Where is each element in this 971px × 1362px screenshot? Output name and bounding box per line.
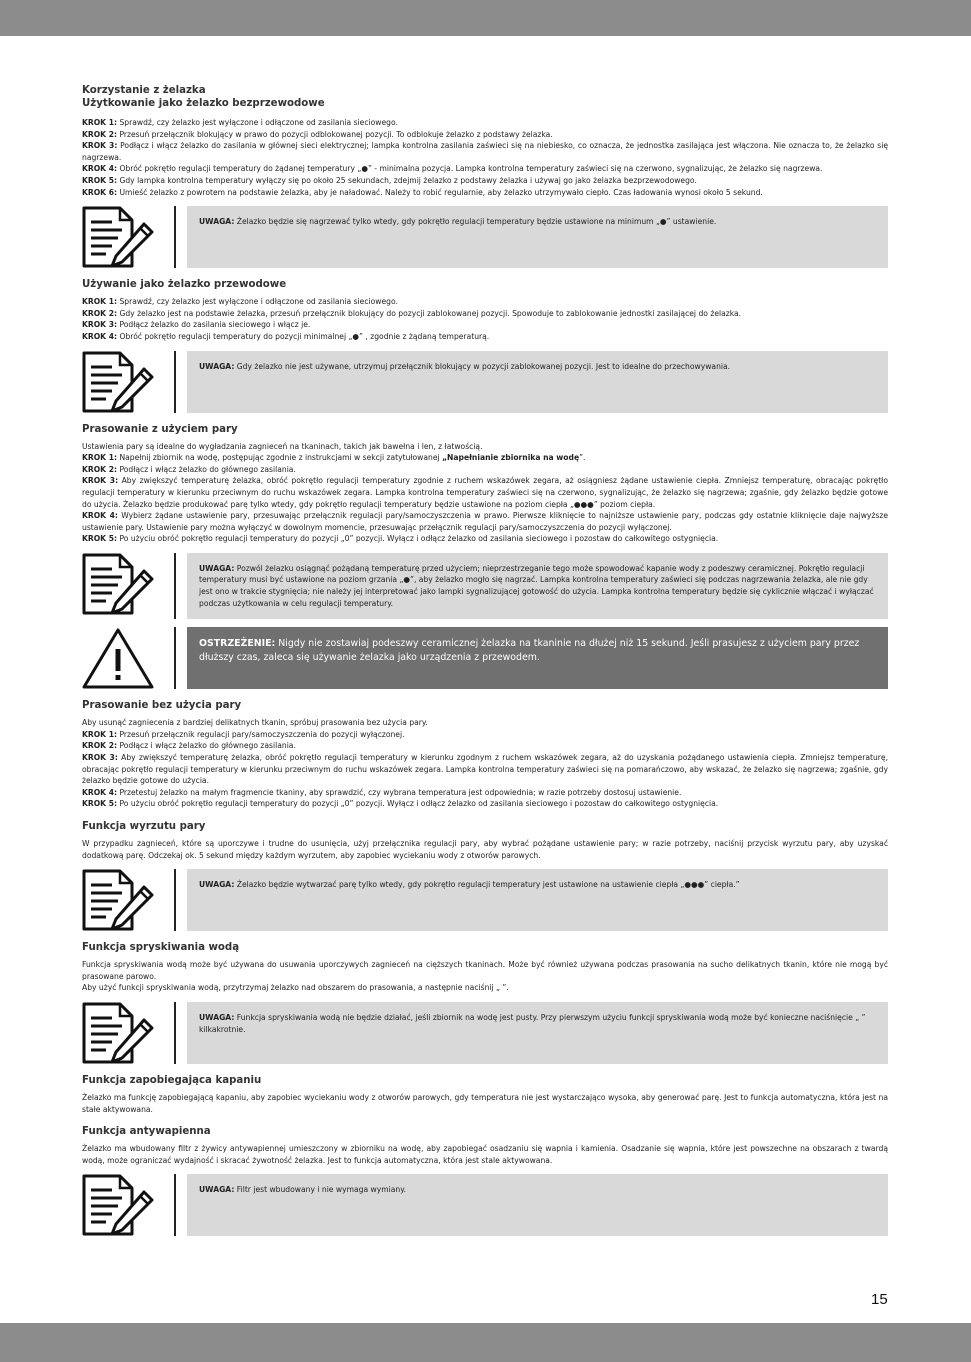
bottom-bar <box>0 1323 971 1362</box>
step-item: KROK 5: Po użyciu obróć pokrętło regulacji temperatury do pozycji „0” pozycji. Wyłącz i odłącz żelazko od zasilania sieciowego i pozostaw do całkowitego ostygnięcia. <box>82 799 719 809</box>
subsection-title: Użytkowanie jako żelazko bezprzewodowe <box>82 98 325 109</box>
steam-step-1: KROK 1: Napełnij zbiornik na wodę, postępując zgodnie z instrukcjami w sekcji zatytułowanej „Napełnianie zbiornika na wodę”. <box>82 453 586 463</box>
note-icon <box>82 869 158 931</box>
note-box: UWAGA: Pozwól żelazku osiągnąć pożądaną temperaturę przed użyciem; nieprzestrzeganie tego może spowodować kapanie wody z podeszwy ceramicznej. Pokrętło regulacji temperatury musi być ustawione na poziom grzania „●”, aby żelazko mogło się nagrzać. Lampka kontrolna temperatury zaświeci się podczas nagrzewania żelazka, ale nie gdy jest ono w trakcie stygnięcia; nie należy jej interpretować jako lampki sygnalizującej gotowość do użycia. Lampka kontrolna temperatury będzie się cyklicznie włączać i wyłączać podczas użytkowania w celu regulacji temperatury. <box>187 553 888 619</box>
note-icon <box>82 206 158 268</box>
note-spray <box>82 1002 888 1064</box>
note-icon <box>82 553 158 615</box>
cordless-steps <box>82 117 888 198</box>
step-item: KROK 2: Podłącz i włącz żelazko do głównego zasilania. <box>82 464 296 474</box>
step-item: KROK 2: Podłącz i włącz żelazko do głównego zasilania. <box>82 741 296 751</box>
antidrip-title: Funkcja zapobiegająca kapaniu <box>82 1074 262 1086</box>
note-box: UWAGA: Funkcja spryskiwania wodą nie będzie działać, jeśli zbiornik na wodę jest pusty. Przy pierwszym użyciu funkcji spryskiwania wodą może być konieczne naciśnięcie „ ” kilkakrotnie. <box>187 1002 888 1064</box>
divider <box>174 351 176 413</box>
step-item: KROK 1: Sprawdź, czy żelazko jest wyłączone i odłączone od zasilania sieciowego. <box>82 297 398 307</box>
divider <box>174 1002 176 1064</box>
steam-intro: Ustawienia pary są idealne do wygładzania zagnieceń na tkaninach, takich jak bawełna i len, z łatwością. <box>82 441 483 451</box>
anticalc-title: Funkcja antywapienna <box>82 1126 211 1138</box>
dry-steps <box>82 729 888 810</box>
dry-intro: Aby usunąć zagniecenia z bardziej delikatnych tkanin, spróbuj prasowania bez użycia pary. <box>82 718 428 728</box>
warning-icon <box>82 627 158 689</box>
steam-steps <box>82 464 888 545</box>
step-item: KROK 4: Wybierz żądane ustawienie pary, przesuwając przełącznik regulacji pary/samoczyszczenia w prawo. Pierwsze kliknięcie to najniższe ustawienie pary, podczas gdy ostatnie kliknięcie daje najwyższe ustawienie pary. Ustawienie pary można wyłączyć w dowolnym momencie, przesuwając przełącznik regulacji pary/samoczyszczenia do pozycji wyłączonej. <box>82 511 888 532</box>
burst-text: W przypadku zagnieceń, które są uporczywe i trudne do usunięcia, użyj przełącznika regulacji pary, aby wybrać pożądane ustawienie pary; w razie potrzeby, naciśnij przycisk wyrzutu pary, aby uzyskać dodatkową parę. Odczekaj ok. 5 sekund między każdym wyrzutem, aby zapobiec wyciekaniu wody z otworów parowych. <box>82 839 888 860</box>
note-cordless <box>82 206 888 268</box>
section-title: Korzystanie z żelazka <box>82 85 206 96</box>
divider <box>174 627 176 689</box>
note-box: UWAGA: Filtr jest wbudowany i nie wymaga wymiany. <box>187 1174 888 1236</box>
note-anticalc <box>82 1174 888 1236</box>
corded-steps <box>82 296 888 342</box>
step-item: KROK 4: Obróć pokrętło regulacji temperatury do żądanej temperatury „●” - minimalna pozycja. Lampka kontrolna temperatury zaświeci się na czerwono, sygnalizując, że żelazko się nagrzewa. <box>82 164 823 174</box>
warning-box: OSTRZEŻENIE: Nigdy nie zostawiaj podeszwy ceramicznej żelazka na tkaninie na dłużej niż 15 sekund. Jeśli prasujesz z użyciem pary przez dłuższy czas, zaleca się używanie żelazka jako urządzenia z przewodem. <box>187 627 888 689</box>
step-item: KROK 2: Gdy żelazko jest na podstawie żelazka, przesuń przełącznik blokujący do pozycji zablokowanej pozycji. Spowoduje to zablokowanie jednostki zasilającej do żelazka. <box>82 308 742 318</box>
spray-title: Funkcja spryskiwania wodą <box>82 942 240 954</box>
warning-steam <box>82 627 888 689</box>
note-steam <box>82 553 888 619</box>
page-number: 15 <box>871 1291 888 1308</box>
divider <box>174 206 176 268</box>
step-item: KROK 1: Przesuń przełącznik regulacji pary/samoczyszczenia do pozycji wyłączonej. <box>82 729 405 739</box>
top-bar <box>0 0 971 36</box>
step-item: KROK 3: Aby zwiększyć temperaturę żelazka, obróć pokrętło regulacji temperatury zgodnie z ruchem wskazówek zegara, aż osiągniesz żądane ustawienie ciepła. Zmniejsz temperaturę, obracając pokrętło regulacji temperatury w kierunku przeciwnym do ruchu wskazówek zegara. Lampka kontrolna temperatury zaświeci się na czerwono, sygnalizując, że żelazko się nagrzewa; zgaśnie, gdy żelazko będzie gotowe do użycia. Żelazko będzie produkować parę tylko wtedy, gdy pokrętło regulacji temperatury będzie ustawione na poziom ciepła „●●●” poziom ciepła. <box>82 476 888 509</box>
anticalc-text: Żelazko ma wbudowany filtr z żywicy antywapiennej umieszczony w zbiorniku na wodę, aby zapobiegać osadzaniu się wapnia i kamienia. Osadzanie się wapnia, które jest powszechne na obszarach z twardą wodą, może ograniczać wydajność i skracać żywotność żelazka. Jest to funkcja automatyczna, która jest stale aktywowana. <box>82 1144 888 1165</box>
step-item: KROK 4: Obróć pokrętło regulacji temperatury do pozycji minimalnej „●” , zgodnie z żądaną temperaturą. <box>82 331 490 341</box>
step-item: KROK 5: Gdy lampka kontrolna temperatury wyłączy się po około 25 sekundach, zdejmij żelazko z podstawy żelazka i używaj go jako żelazka bezprzewodowego. <box>82 175 697 185</box>
note-box: UWAGA: Gdy żelazko nie jest używane, utrzymuj przełącznik blokujący w pozycji zablokowanej pozycji. Jest to idealne do przechowywania. <box>187 351 888 413</box>
steam-title: Prasowanie z użyciem pary <box>82 423 238 435</box>
note-icon <box>82 1002 158 1064</box>
burst-title: Funkcja wyrzutu pary <box>82 821 206 832</box>
step-item: KROK 1: Sprawdź, czy żelazko jest wyłączone i odłączone od zasilania sieciowego. <box>82 118 398 127</box>
corded-title: Używanie jako żelazko przewodowe <box>82 279 287 291</box>
note-icon <box>82 351 158 413</box>
step-item: KROK 3: Podłącz żelazko do zasilania sieciowego i włącz je. <box>82 320 311 330</box>
step-item: KROK 3: Aby zwiększyć temperaturę żelazka, obróć pokrętło regulacji temperatury w kierunku zgodnym z ruchem wskazówek zegara, aż do uzyskania pożądanego ustawienia ciepła. Zmniejsz temperaturę, obracając pokrętło regulacji temperatury w kierunku przeciwnym do ruchu wskazówek zegara. Lampka kontrolna temperatury zaświeci się na pomarańczowo, aby wskazać, że żelazko się nagrzewa; zgaśnie, gdy żelazko będzie gotowe do użycia. <box>82 753 889 786</box>
divider <box>174 869 176 931</box>
spray-text-2: Aby użyć funkcji spryskiwania wodą, przytrzymaj żelazko nad obszarem do prasowania, a następnie naciśnij „ ”. <box>82 983 509 993</box>
step-item: KROK 6: Umieść żelazko z powrotem na podstawie żelazka, aby je naładować. Należy to robić regularnie, aby żelazko utrzymywało ciepło. Czas ładowania wynosi około 5 sekund. <box>82 187 763 197</box>
note-box: UWAGA: Żelazko będzie wytwarzać parę tylko wtedy, gdy pokrętło regulacji temperatury jest ustawione na ustawienie ciepła „●●●” ciepła.” <box>187 869 888 931</box>
note-corded <box>82 351 888 413</box>
step-item: KROK 2: Przesuń przełącznik blokujący w prawo do pozycji odblokowanej pozycji. To odblokuje żelazko z podstawy żelazka. <box>82 129 553 139</box>
dry-title: Prasowanie bez użycia pary <box>82 700 242 712</box>
divider <box>174 1174 176 1236</box>
step-item: KROK 4: Przetestuj żelazko na małym fragmencie tkaniny, aby sprawdzić, czy wybrana temperatura jest odpowiednia; w razie potrzeby dostosuj ustawienie. <box>82 787 682 797</box>
note-burst <box>82 869 888 931</box>
step-item: KROK 3: Podłącz i włącz żelazko do zasilania w głównej sieci elektrycznej; lampka kontrolna zasilania zaświeci się na niebiesko, co oznacza, że jednostka zasilająca jest włączona. Nie oznacza to, że żelazko się nagrzewa. <box>82 141 888 162</box>
note-box: UWAGA: Żelazko będzie się nagrzewać tylko wtedy, gdy pokrętło regulacji temperatury będzie ustawione na minimum „●” ustawienie. <box>187 206 888 268</box>
note-icon <box>82 1174 158 1236</box>
antidrip-text: Żelazko ma funkcję zapobiegającą kapaniu, aby zapobiec wyciekaniu wody z otworów parowych, gdy temperatura nie jest wystarczająco wysoka, aby generować parę. Jest to funkcja automatyczna, która jest na stałe aktywowana. <box>82 1092 888 1114</box>
step-item: KROK 5: Po użyciu obróć pokrętło regulacji temperatury do pozycji „0” pozycji. Wyłącz i odłącz żelazko od zasilania sieciowego i pozostaw do całkowitego ostygnięcia. <box>82 534 719 544</box>
spray-text-1: Funkcja spryskiwania wodą może być używana do usuwania uporczywych zagnieceń na cięższych tkaninach. Może być również używana podczas prasowania na sucho delikatnych tkanin, które nie mogą być prasowane parowo. <box>82 960 888 981</box>
divider <box>174 553 176 619</box>
page-content <box>82 84 888 1242</box>
